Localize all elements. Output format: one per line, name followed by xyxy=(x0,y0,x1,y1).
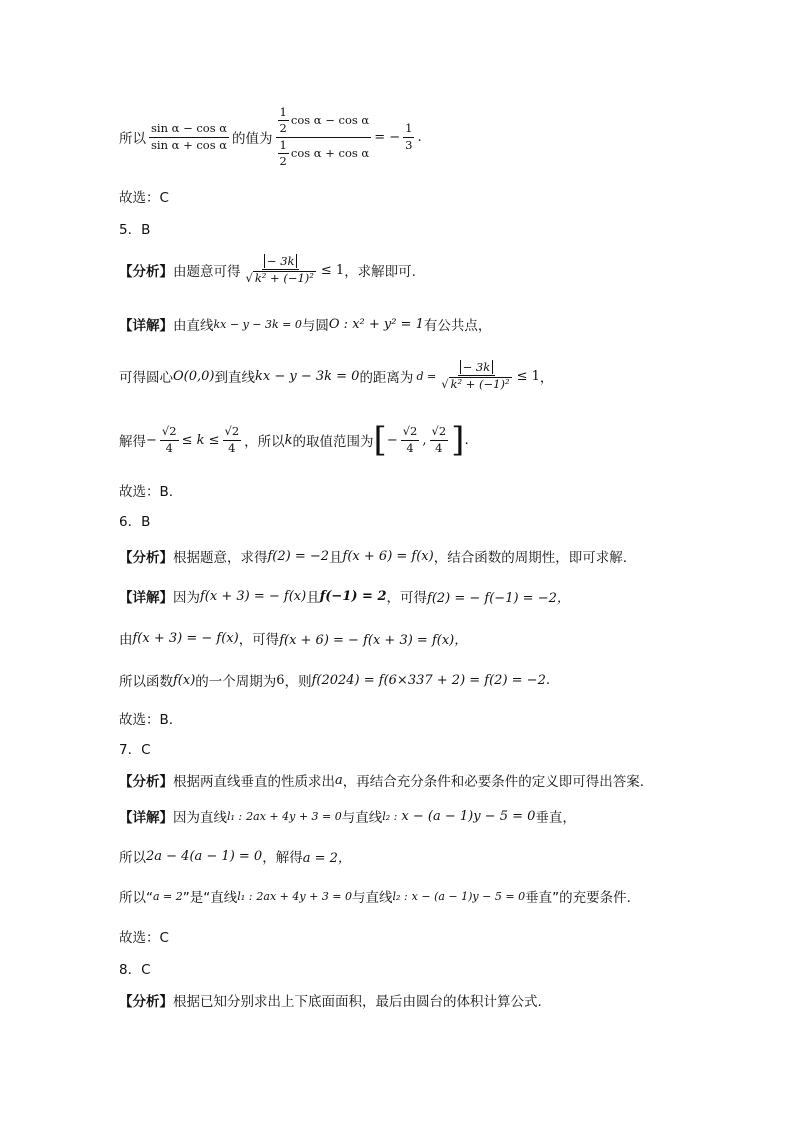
label: 【详解】 xyxy=(119,590,173,606)
text: 所以“ xyxy=(119,890,153,906)
abs: − 3k xyxy=(460,360,494,374)
text: 根据已知分别求出上下底面面积，最后由圆台的体积计算公式. xyxy=(173,994,542,1010)
answer-7: 故选：C xyxy=(119,930,169,946)
text: 的取值范围为 xyxy=(292,434,374,450)
text: ，所以 xyxy=(244,434,285,450)
fraction xyxy=(160,425,179,454)
numerator: √2 xyxy=(160,425,179,440)
fraction: − 3k √ k² + (−1)² xyxy=(245,253,314,285)
line-label: l₁ : xyxy=(227,809,243,823)
denominator: 4 xyxy=(435,440,443,455)
text: 与圆 xyxy=(301,318,329,334)
analysis-7 xyxy=(119,770,644,790)
text: 解得 xyxy=(119,434,146,450)
neg: − xyxy=(386,432,398,448)
text: ，结合函数的周期性，即可求解. xyxy=(433,550,628,566)
equals: = − xyxy=(374,129,401,145)
numerator: √2 xyxy=(401,425,420,440)
question-7-heading: 7．C xyxy=(119,742,151,758)
equation: kx − y − 3k = 0 xyxy=(254,368,360,384)
text: ”是“直线 xyxy=(182,890,238,906)
text: 因为直线 xyxy=(173,810,227,826)
text: 所以 xyxy=(119,131,146,147)
solution-7-eq xyxy=(119,846,351,866)
text: 由 xyxy=(119,632,133,648)
equation: x − (a − 1)y − 5 = 0 xyxy=(411,889,526,903)
equation: f(2) = −2 xyxy=(267,548,330,564)
line-label: l₂ : xyxy=(382,809,398,823)
equation: f(−1) = 2 xyxy=(319,588,387,604)
text: 有公共点， xyxy=(423,318,492,334)
equation: f(2024) = f(6×337 + 2) = f(2) = −2. xyxy=(311,672,550,688)
text: 与直线 xyxy=(352,890,393,906)
fraction xyxy=(149,122,229,151)
solution-6 xyxy=(119,586,570,606)
text: 由直线 xyxy=(173,318,214,334)
half-fraction xyxy=(278,106,289,135)
denominator: 4 xyxy=(406,440,414,455)
expr: cos α + cos α xyxy=(290,145,370,160)
ineq: ≤ 1 xyxy=(516,368,540,384)
equation: 2a − 4(a − 1) = 0 xyxy=(146,848,263,864)
label: 【分析】 xyxy=(119,264,173,280)
fraction xyxy=(223,425,242,454)
label: 【分析】 xyxy=(119,994,173,1010)
var: a xyxy=(335,772,343,788)
fraction xyxy=(401,425,420,454)
answer-6: 故选：B. xyxy=(119,712,174,728)
text: 所以 xyxy=(119,850,146,866)
equation: f(x) xyxy=(173,672,196,688)
text: ，可得 xyxy=(386,590,428,606)
text: 垂直， xyxy=(535,810,576,826)
question-8-heading: 8．C xyxy=(119,962,151,978)
numerator: √2 xyxy=(223,425,242,440)
denominator: sin α + cos α xyxy=(151,137,228,152)
text: 到直线 xyxy=(214,370,255,386)
solution-6-period xyxy=(119,628,467,648)
equation: O : x² + y² = 1 xyxy=(328,316,424,332)
text: ，求解即可. xyxy=(344,264,416,280)
fraction xyxy=(430,425,449,454)
numerator: 1 xyxy=(403,122,414,137)
point: O(0,0) xyxy=(173,368,215,384)
text: ，可得 xyxy=(238,632,280,648)
question-6-heading: 6．B xyxy=(119,514,151,530)
line-label: l₁ : xyxy=(237,889,253,903)
label: 【详解】 xyxy=(119,318,173,334)
equation: kx − y − 3k = 0 xyxy=(213,317,302,331)
numerator: √2 xyxy=(430,425,449,440)
solution-7 xyxy=(119,806,576,826)
answer-4: 故选：C xyxy=(119,190,169,206)
text: ，再结合充分条件和必要条件的定义即可得出答案. xyxy=(342,774,645,790)
comma: , xyxy=(422,432,427,448)
line-label: l₂ : xyxy=(392,889,408,903)
solution-6-result xyxy=(119,670,550,690)
radicand: k² + (−1)² xyxy=(450,377,510,391)
neg: − xyxy=(146,432,157,448)
denominator: 2 xyxy=(279,121,287,136)
equation: 2ax + 4y + 3 = 0 xyxy=(256,889,353,903)
text: 根据题意，求得 xyxy=(173,550,268,566)
equation: f(x + 3) = − f(x) xyxy=(200,588,307,604)
label: 【详解】 xyxy=(119,810,173,826)
d-eq: d = xyxy=(416,369,437,383)
answer-5: 故选：B. xyxy=(119,484,174,500)
half-fraction xyxy=(278,139,289,168)
text: 可得圆心 xyxy=(119,370,173,386)
text: 的值为 xyxy=(232,131,273,147)
fraction xyxy=(403,122,414,151)
analysis-5 xyxy=(119,246,416,294)
numerator: sin α − cos α xyxy=(149,122,229,137)
text: 所以函数 xyxy=(119,674,173,690)
equation: f(x + 6) = − f(x + 3) = f(x)， xyxy=(279,632,468,648)
solution-5-range: 解得 − $\frac{√2}{4}$ ≤ k ≤ $\frac{√2}{4}$ ，所以 k 的取值范围为 [ − $\frac{√2}{4}$ , $\frac{√2}{4}$ ] . xyxy=(119,420,469,460)
numerator: 1 xyxy=(278,106,289,121)
radicand: k² + (−1)² xyxy=(254,271,314,285)
equation: f(x + 6) = f(x) xyxy=(342,548,434,564)
text: 的一个周期为 xyxy=(195,674,277,690)
equation: a = 2， xyxy=(302,850,351,866)
equation: f(2) = − f(−1) = −2， xyxy=(427,590,570,606)
denominator xyxy=(276,138,372,168)
solution-5-distance: 可得圆心 O(0,0) 到直线 kx − y − 3k = 0 的距离为 d = − 3k √ k² + (−1)² ≤ 1 ， xyxy=(119,359,554,391)
text: 根据两直线垂直的性质求出 xyxy=(173,774,335,790)
text: ，解得 xyxy=(262,850,303,866)
text: ，则 xyxy=(284,674,312,690)
equation: 2ax + 4y + 3 = 0 xyxy=(246,809,342,823)
ineq: ≤ k ≤ xyxy=(181,432,220,448)
denominator: 4 xyxy=(228,440,236,455)
text: 的距离为 xyxy=(359,370,414,386)
complex-fraction xyxy=(276,106,372,168)
equation: a = 2 xyxy=(153,889,183,903)
solution-7-conclusion xyxy=(119,886,631,906)
equation: x − (a − 1)y − 5 = 0 xyxy=(401,808,536,824)
analysis-8 xyxy=(119,990,542,1010)
text: 由题意可得 xyxy=(173,264,241,280)
numerator: 1 xyxy=(278,139,289,154)
denominator: 3 xyxy=(405,137,413,152)
text: 因为 xyxy=(173,590,200,606)
equation: f(x + 3) = − f(x) xyxy=(132,630,239,646)
var: k xyxy=(284,432,293,448)
text: 且 xyxy=(329,550,343,566)
question-5-heading: 5．B xyxy=(119,222,151,238)
number: 6 xyxy=(276,672,285,688)
denominator: 4 xyxy=(165,440,173,455)
numerator xyxy=(276,106,372,137)
text: 垂直”的充要条件. xyxy=(525,890,631,906)
denominator: 2 xyxy=(279,153,287,168)
solution-5 xyxy=(119,314,491,334)
text: 且 xyxy=(306,590,320,606)
expr: cos α − cos α xyxy=(290,113,370,128)
label: 【分析】 xyxy=(119,550,173,566)
text: 与直线 xyxy=(341,810,383,826)
analysis-6 xyxy=(119,546,627,566)
ineq: ≤ 1 xyxy=(320,262,345,278)
label: 【分析】 xyxy=(119,774,173,790)
abs: − 3k xyxy=(264,254,298,268)
fraction: − 3k √ k² + (−1)² xyxy=(441,359,510,391)
line-ratio: 所以 $\frac{\text{sin α − cos α}}{\text{sin α + cos α}}$ 的值为 $\frac{1}{2}$ cos α − cos α $\frac{1}{2}$ cos α + cos α = − $\frac{1}{3}$ . xyxy=(119,105,422,168)
